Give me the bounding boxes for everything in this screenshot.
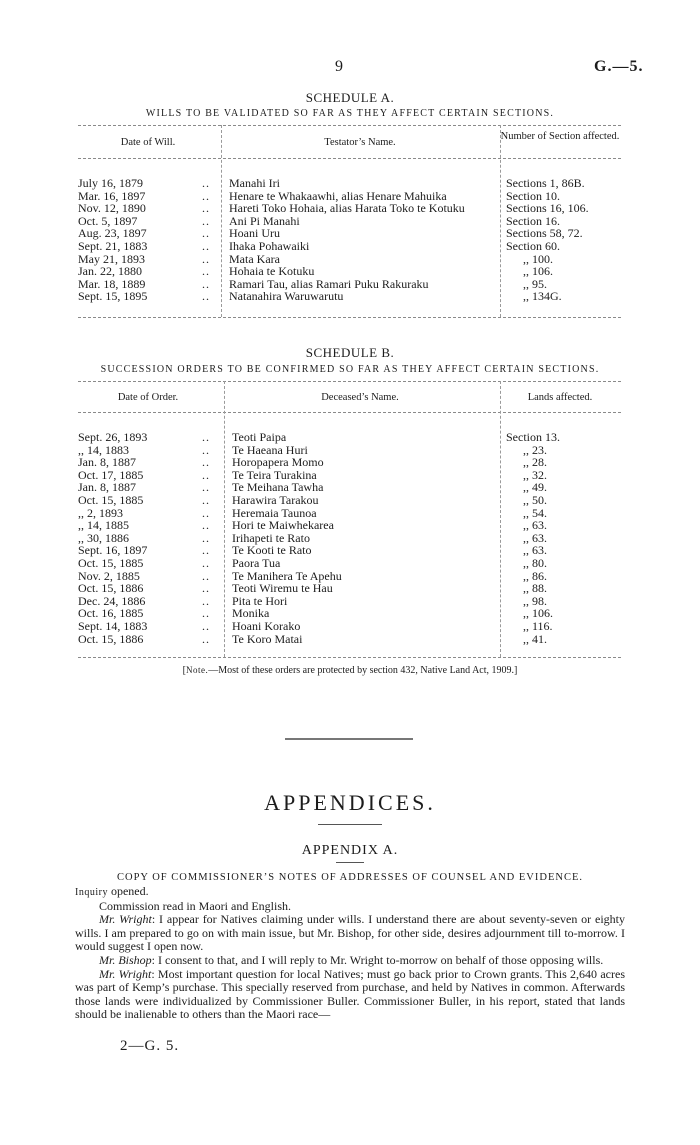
deceased-name: Te Teira Turakina	[232, 467, 317, 482]
testator-name: Ani Pi Manahi	[229, 213, 300, 228]
paragraph-text: : Most important question for local Natives; must go back prior to Crown grants. This 2,640 acres was part of Kemp’s purchase. This specially reserved from purchase, and held by Natives in common. Afterwards those lands were individualized by Commissioner Buller. Commissioner Buller, in his report, stated that lands should be inalienable to others than the Maori race—	[75, 966, 625, 1022]
will-date: May 21, 1893	[78, 251, 145, 266]
table-row: Sept. 14, 1883 .. Hoani Korako ,, 116.	[78, 618, 553, 633]
paragraph-bishop	[75, 954, 625, 968]
lands-affected: ,, 23.	[523, 442, 547, 457]
order-date: ,, 14, 1883	[78, 442, 129, 457]
appendices-title: APPENDICES.	[264, 790, 436, 815]
deceased-name: Te Koro Matai	[232, 631, 303, 646]
testator-name: Ihaka Pohawaiki	[229, 238, 310, 253]
schedule-a-col-date: Date of Will.	[120, 137, 176, 148]
deceased-name: Teoti Paipa	[232, 430, 287, 444]
order-date: Oct. 16, 1885	[78, 606, 144, 621]
commission-line: Commission read in Maori and English.	[99, 898, 291, 913]
testator-name: Henare te Whakaawhi, alias Henare Mahuika	[229, 188, 447, 203]
order-date: Oct. 15, 1886	[78, 581, 144, 596]
table-row: Aug. 23, 1897 .. Hoani Uru Sections 58, 72.	[78, 226, 583, 241]
table-row: Mar. 16, 1897 .. Henare te Whakaawhi, alias Henare Mahuika Section 10.	[78, 188, 560, 203]
lands-affected: ,, 41.	[523, 631, 547, 646]
lands-affected: ,, 28.	[523, 455, 547, 470]
order-date: Oct. 15, 1885	[78, 492, 144, 507]
deceased-name: Irihapeti te Rato	[232, 530, 310, 545]
will-date: Mar. 16, 1897	[78, 188, 146, 203]
table-row: Oct. 5, 1897 .. Ani Pi Manahi Section 16.	[78, 213, 560, 228]
deceased-name: Harawira Tarakou	[232, 492, 319, 507]
speaker-name: Mr. Wright	[99, 912, 152, 927]
deceased-name: Te Manihera Te Apehu	[232, 568, 342, 583]
paragraph-text: : I appear for Natives claiming under wills. I understand there are about seventy-seven or eighty wills. I am prepared to go on with main issue, but Mr. Bishop, for other side, desires adjournment till to-morrow. I would suggest I open now.	[75, 912, 625, 954]
sections-affected: Section 10.	[506, 188, 560, 203]
table-row: Oct. 15, 1886 .. Te Koro Matai ,, 41.	[78, 631, 547, 646]
table-row: Nov. 2, 1885 .. Te Manihera Te Apehu ,, 86.	[78, 568, 547, 583]
order-date: Oct. 15, 1886	[78, 631, 144, 646]
deceased-name: Horopapera Momo	[232, 455, 324, 470]
sections-affected: Section 16.	[506, 213, 560, 228]
sections-affected: Sections 16, 106.	[506, 201, 589, 216]
order-date: ,, 2, 1893	[78, 505, 123, 520]
deceased-name: Te Haeana Huri	[232, 442, 308, 457]
note-label: Note.	[186, 665, 209, 675]
table-row: Jan. 8, 1887 .. Horopapera Momo ,, 28.	[78, 455, 547, 470]
testator-name: Hoani Uru	[229, 226, 280, 241]
deceased-name: Hori te Maiwhekarea	[232, 518, 334, 533]
appendix-a-body	[75, 885, 625, 1022]
appendix-a-title: APPENDIX A.	[301, 843, 399, 858]
testator-name: Manahi Iri	[229, 176, 280, 190]
deceased-name: Hoani Korako	[232, 618, 301, 633]
lands-affected: ,, 32.	[523, 467, 547, 482]
order-date: Nov. 2, 1885	[78, 568, 140, 583]
table-row: Oct. 16, 1885 .. Monika ,, 106.	[78, 606, 553, 621]
will-date: Nov. 12, 1890	[78, 201, 146, 216]
inquiry-line	[75, 885, 625, 900]
will-date: July 16, 1879	[78, 176, 144, 190]
deceased-name: Te Kooti te Rato	[232, 543, 312, 558]
lands-affected: ,, 80.	[523, 555, 547, 570]
order-date: Sept. 16, 1897	[78, 543, 148, 558]
sections-affected: ,, 95.	[523, 276, 547, 291]
paragraph-wright-1	[75, 913, 625, 954]
schedule-a-title: SCHEDULE A.	[305, 90, 395, 105]
deceased-name: Paora Tua	[232, 555, 281, 570]
appendix-a-rule	[336, 862, 364, 863]
table-row: Oct. 15, 1885 .. Harawira Tarakou ,, 50.	[78, 492, 547, 507]
will-date: Jan. 22, 1880	[78, 264, 142, 279]
schedule-b-bottom-rule	[78, 657, 621, 658]
table-row: Sept. 15, 1895 .. Natanahira Waruwarutu ,, 134G.	[78, 289, 562, 304]
order-date: Dec. 24, 1886	[78, 593, 146, 608]
table-row: Sept. 26, 1893 .. Teoti Paipa Section 13.	[78, 430, 560, 444]
lands-affected: Section 13.	[506, 430, 560, 444]
sections-affected: ,, 100.	[523, 251, 553, 266]
sections-affected: ,, 134G.	[523, 289, 562, 304]
speaker-name: Mr. Bishop	[99, 952, 152, 967]
lands-affected: ,, 49.	[523, 480, 547, 495]
document-code: G.—5.	[594, 58, 644, 75]
table-row: May 21, 1893 .. Mata Kara ,, 100.	[78, 251, 553, 266]
will-date: Mar. 18, 1889	[78, 276, 146, 291]
order-date: ,, 30, 1886	[78, 530, 129, 545]
testator-name: Ramari Tau, alias Ramari Puku Rakuraku	[229, 276, 429, 291]
schedule-a-header-rule	[78, 158, 621, 159]
deceased-name: Pita te Hori	[232, 593, 288, 608]
deceased-name: Te Meihana Tawha	[232, 480, 324, 495]
lands-affected: ,, 50.	[523, 492, 547, 507]
deceased-name: Heremaia Taunoa	[232, 505, 317, 520]
schedule-b-table	[78, 431, 618, 645]
will-date: Sept. 21, 1883	[78, 238, 148, 253]
paragraph-wright-2	[75, 968, 625, 1022]
schedule-a-col-sections: Number of Section affected.	[500, 131, 620, 142]
lands-affected: ,, 63.	[523, 518, 547, 533]
order-date: Jan. 8, 1887	[78, 455, 136, 470]
lands-affected: ,, 88.	[523, 581, 547, 596]
table-row: Mar. 18, 1889 .. Ramari Tau, alias Ramari Puku Rakuraku ,, 95.	[78, 276, 547, 291]
table-row: ,, 30, 1886 .. Irihapeti te Rato ,, 63.	[78, 530, 547, 545]
sections-affected: Section 60.	[506, 238, 560, 253]
table-row: July 16, 1879 .. Manahi Iri Sections 1, 86B.	[78, 176, 585, 190]
table-row: Jan. 22, 1880 .. Hohaia te Kotuku ,, 106.	[78, 264, 553, 279]
table-row: Sept. 21, 1883 .. Ihaka Pohawaiki Section 60.	[78, 238, 560, 253]
schedule-a-table	[78, 177, 618, 303]
table-row: Jan. 8, 1887 .. Te Meihana Tawha ,, 49.	[78, 480, 547, 495]
paragraph-text: : I consent to that, and I will reply to Mr. Wright to-morrow on behalf of those opposing wills.	[151, 952, 604, 967]
lands-affected: ,, 54.	[523, 505, 547, 520]
lands-affected: ,, 116.	[523, 618, 553, 633]
lands-affected: ,, 63.	[523, 530, 547, 545]
table-row: Dec. 24, 1886 .. Pita te Hori ,, 98.	[78, 593, 547, 608]
testator-name: Hohaia te Kotuku	[229, 264, 315, 279]
schedule-b-subtitle: SUCCESSION ORDERS TO BE CONFIRMED SO FAR AS THEY AFFECT CERTAIN SECTIONS.	[100, 364, 600, 375]
order-date: ,, 14, 1885	[78, 518, 129, 533]
schedule-b-top-rule	[78, 381, 621, 382]
note-text: —Most of these orders are protected by section 432, Native Land Act, 1909.]	[208, 665, 518, 676]
schedule-a-col-name: Testator’s Name.	[324, 137, 396, 148]
order-date: Jan. 8, 1887	[78, 480, 136, 495]
will-date: Sept. 15, 1895	[78, 289, 148, 304]
lands-affected: ,, 86.	[523, 568, 547, 583]
schedule-b-header-rule	[78, 412, 621, 413]
section-separator	[285, 738, 413, 742]
table-row: Sept. 16, 1897 .. Te Kooti te Rato ,, 63.	[78, 543, 547, 558]
lands-affected: ,, 63.	[523, 543, 547, 558]
testator-name: Hareti Toko Hohaia, alias Harata Toko te Kotuku	[229, 201, 465, 216]
deceased-name: Teoti Wiremu te Hau	[232, 581, 333, 596]
deceased-name: Monika	[232, 606, 270, 621]
lands-affected: ,, 106.	[523, 606, 553, 621]
sections-affected: Sections 1, 86B.	[506, 176, 585, 190]
order-date: Oct. 15, 1885	[78, 555, 144, 570]
schedule-a-bottom-rule	[78, 317, 621, 318]
signature-mark: 2—G. 5.	[120, 1038, 180, 1054]
table-row: Oct. 15, 1885 .. Paora Tua ,, 80.	[78, 555, 547, 570]
sections-affected: ,, 106.	[523, 264, 553, 279]
table-row: ,, 2, 1893 .. Heremaia Taunoa ,, 54.	[78, 505, 547, 520]
table-row: ,, 14, 1885 .. Hori te Maiwhekarea ,, 63.	[78, 518, 547, 533]
will-date: Aug. 23, 1897	[78, 226, 147, 241]
schedule-b-col-lands: Lands affected.	[527, 392, 593, 403]
table-row: Nov. 12, 1890 .. Hareti Toko Hohaia, alias Harata Toko te Kotuku Sections 16, 106.	[78, 201, 589, 216]
inquiry-label: Inquiry	[75, 887, 108, 898]
table-row: Oct. 15, 1886 .. Teoti Wiremu te Hau ,, 88.	[78, 581, 547, 596]
order-date: Oct. 17, 1885	[78, 467, 144, 482]
inquiry-text: opened.	[107, 884, 149, 898]
lands-affected: ,, 98.	[523, 593, 547, 608]
schedule-b-col-name: Deceased’s Name.	[321, 392, 399, 403]
order-date: Sept. 14, 1883	[78, 618, 148, 633]
schedule-b-note: [Note.—Most of these orders are protected by section 432, Native Land Act, 1909.]	[182, 665, 518, 676]
appendix-a-heading: COPY OF COMMISSIONER’S NOTES OF ADDRESSES OF COUNSEL AND EVIDENCE.	[116, 872, 584, 883]
schedule-a-subtitle: WILLS TO BE VALIDATED SO FAR AS THEY AFFECT CERTAIN SECTIONS.	[145, 108, 555, 119]
appendices-rule	[318, 824, 382, 825]
schedule-a-top-rule	[78, 125, 621, 126]
order-date: Sept. 26, 1893	[78, 430, 148, 444]
table-row: Oct. 17, 1885 .. Te Teira Turakina ,, 32.	[78, 467, 547, 482]
sections-affected: Sections 58, 72.	[506, 226, 583, 241]
schedule-b-col-date: Date of Order.	[117, 392, 179, 403]
schedule-b-title: SCHEDULE B.	[305, 345, 395, 360]
testator-name: Natanahira Waruwarutu	[229, 289, 344, 304]
testator-name: Mata Kara	[229, 251, 280, 266]
page-number: 9	[335, 58, 343, 75]
table-row: ,, 14, 1883 .. Te Haeana Huri ,, 23.	[78, 442, 547, 457]
will-date: Oct. 5, 1897	[78, 213, 138, 228]
speaker-name: Mr. Wright	[99, 966, 152, 981]
